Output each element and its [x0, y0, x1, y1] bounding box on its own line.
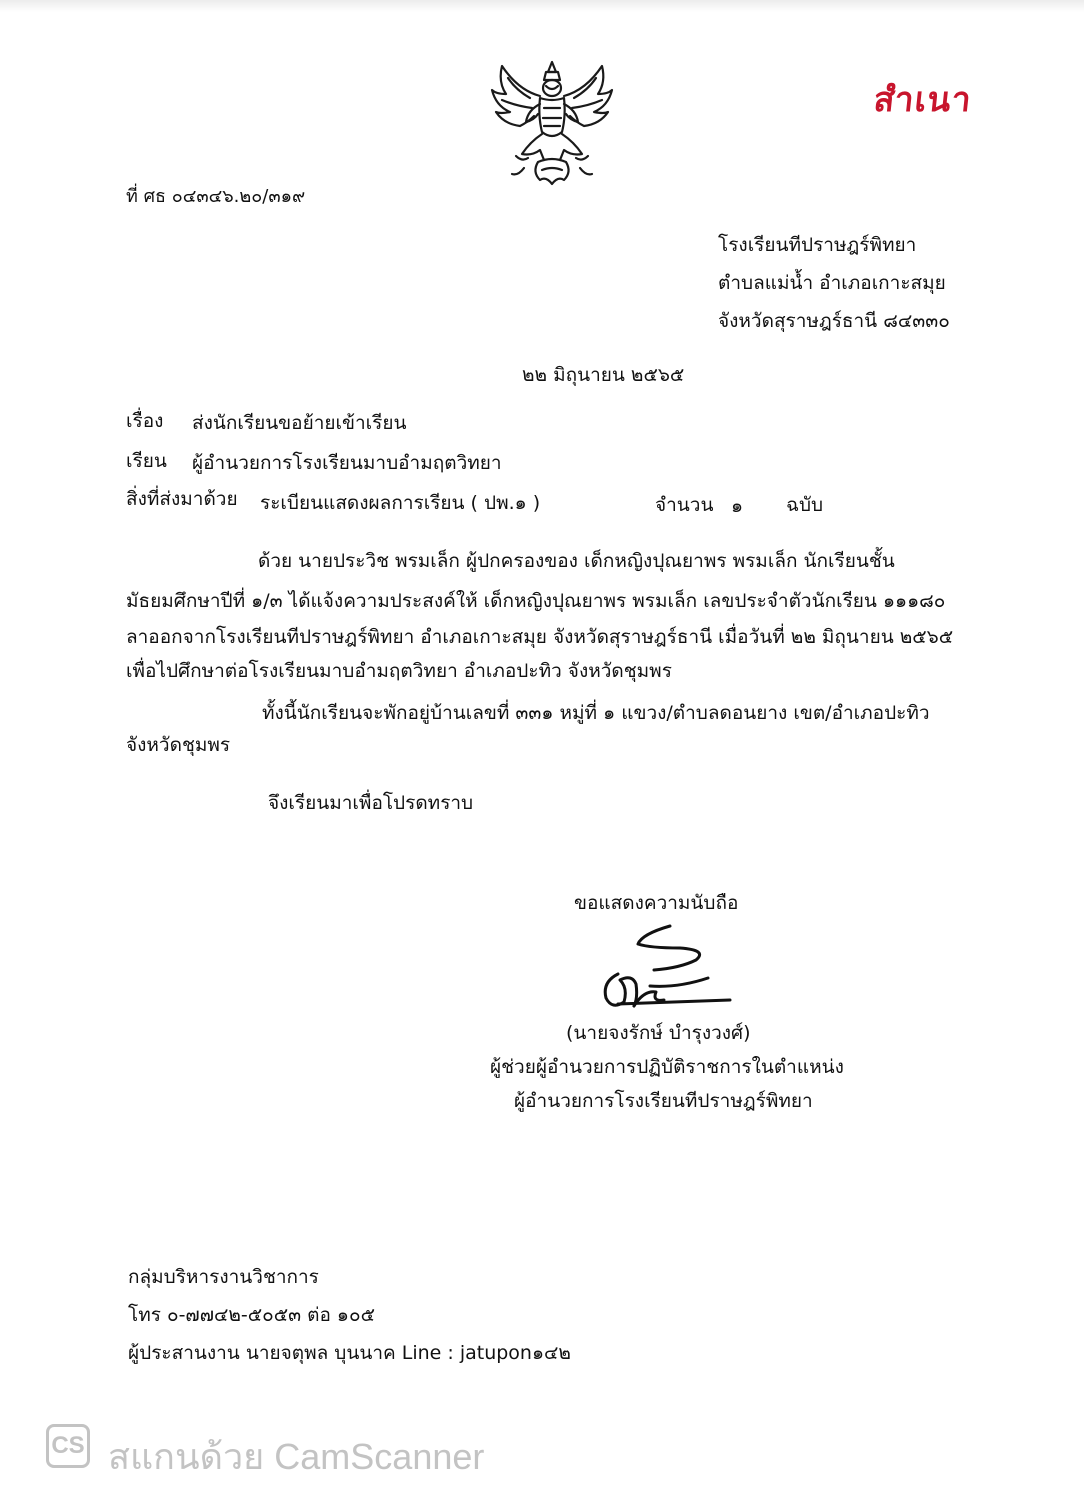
enclosure-value: ระเบียนแสดงผลการเรียน ( ปพ.๑ ) — [260, 492, 541, 514]
footer-phone: โทร ๐-๗๗๔๒-๕๐๕๓ ต่อ ๑๐๕ — [128, 1304, 375, 1326]
enclosure-count-label: จำนวน — [655, 494, 714, 516]
camscanner-logo-icon: CS — [46, 1424, 90, 1468]
enclosure-unit: ฉบับ — [786, 494, 824, 516]
body-paragraph1-line4: เพื่อไปศึกษาต่อโรงเรียนมาบอำมฤตวิทยา อำเภอปะทิว จังหวัดชุมพร — [126, 660, 672, 682]
sender-address-line3: จังหวัดสุราษฎร์ธานี ๘๔๓๓๐ — [718, 310, 950, 332]
letter-date: ๒๒ มิถุนายน ๒๕๖๕ — [522, 364, 685, 386]
enclosure-count: ๑ — [731, 495, 744, 517]
body-paragraph2-line2: จังหวัดชุมพร — [126, 734, 231, 756]
camscanner-watermark-text: สแกนด้วย CamScanner — [108, 1436, 485, 1477]
footer-department: กลุ่มบริหารงานวิชาการ — [128, 1266, 319, 1288]
document-number: ที่ ศธ ๐๔๓๔๖.๒๐/๓๑๙ — [126, 186, 306, 207]
scan-edge-shading — [0, 0, 1084, 12]
signatory-name: (นายจงรักษ์ บำรุงวงศ์) — [566, 1022, 751, 1044]
subject-value: ส่งนักเรียนขอย้ายเข้าเรียน — [192, 412, 407, 434]
garuda-emblem-icon — [488, 56, 616, 190]
body-paragraph2-line1: ทั้งนี้นักเรียนจะพักอยู่บ้านเลขที่ ๓๓๑ หมู่ที่ ๑ แขวง/ตำบลดอนยาง เขต/อำเภอปะทิว — [262, 702, 930, 724]
recipient-label: เรียน — [126, 450, 167, 472]
handwritten-signature — [598, 918, 738, 1014]
body-paragraph1-line1: ด้วย นายประวิช พรมเล็ก ผู้ปกครองของ เด็กหญิงปุณยาพร พรมเล็ก นักเรียนชั้น — [258, 550, 895, 572]
body-paragraph1-line2: มัธยมศึกษาปีที่ ๑/๓ ได้แจ้งความประสงค์ให้ เด็กหญิงปุณยาพร พรมเล็ก เลขประจำตัวนักเรียน ๑๑๑๘๐ — [126, 590, 946, 612]
body-paragraph1-line3: ลาออกจากโรงเรียนทีปราษฎร์พิทยา อำเภอเกาะสมุย จังหวัดสุราษฎร์ธานี เมื่อวันที่ ๒๒ มิถุนายน ๒๕๖๕ — [126, 626, 954, 648]
enclosure-label: สิ่งที่ส่งมาด้วย — [126, 488, 238, 510]
copy-stamp: สำเนา — [871, 80, 974, 120]
closing-line: จึงเรียนมาเพื่อโปรดทราบ — [268, 792, 474, 814]
subject-label: เรื่อง — [126, 410, 164, 432]
signatory-title-line1: ผู้ช่วยผู้อำนวยการปฏิบัติราชการในตำแหน่ง — [490, 1056, 844, 1078]
recipient-value: ผู้อำนวยการโรงเรียนมาบอำมฤตวิทยา — [192, 452, 502, 474]
footer-coordinator: ผู้ประสานงาน นายจตุพล บุนนาค Line : jatupon๑๔๒ — [128, 1342, 571, 1364]
salutation: ขอแสดงความนับถือ — [574, 892, 739, 914]
sender-address-line1: โรงเรียนทีปราษฎร์พิทยา — [718, 234, 917, 256]
signatory-title-line2: ผู้อำนวยการโรงเรียนทีปราษฎร์พิทยา — [514, 1090, 813, 1112]
sender-address-line2: ตำบลแม่น้ำ อำเภอเกาะสมุย — [718, 272, 946, 294]
